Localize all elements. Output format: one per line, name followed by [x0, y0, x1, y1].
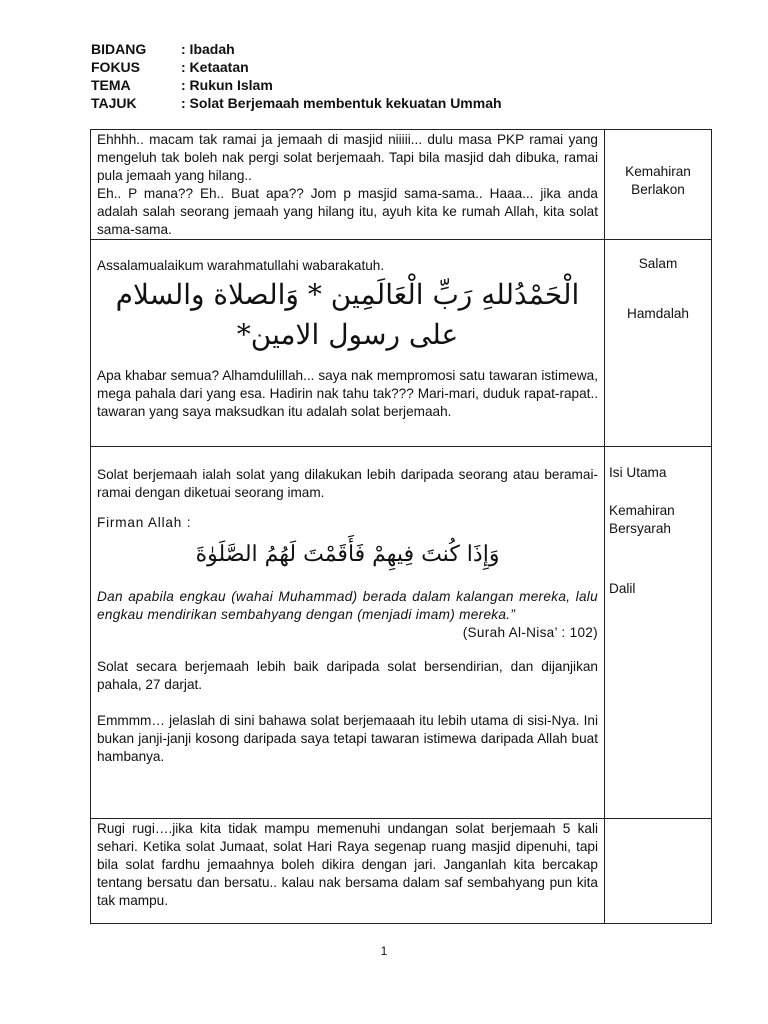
content-cell — [91, 130, 605, 240]
verse-translation — [97, 588, 598, 640]
table-row-intro — [91, 130, 712, 240]
side-note: Kemahiran — [609, 503, 675, 518]
header-label: BIDANG — [91, 41, 147, 57]
arabic-hamdalah: الْحَمْدُللهِ رَبِّ الْعَالَمِين * وَالصلاة والسلام على رسول الامين* — [115, 278, 580, 351]
emphasis-paragraph: Emmmm… jelaslah di sini bahawa solat berjemaaah itu lebih utama di sisi-Nya. Ini bukan janji-janji kosong daripada saya tetapi tawaran istimewa daripada Allah buat hambanya. — [97, 713, 598, 764]
firman-label: Firman Allah : — [97, 515, 192, 530]
content-cell — [91, 447, 605, 819]
side-note: Bersyarah — [609, 521, 671, 536]
side-note-salam: Salam — [638, 256, 678, 271]
side-note-hamdalah: Hamdalah — [627, 306, 689, 321]
side-note: Kemahiran — [625, 164, 691, 179]
header-row-tema — [91, 76, 502, 94]
header-row-fokus — [91, 58, 502, 76]
intro-paragraph-1: Ehhhh.. macam tak ramai ja jemaah di masjid niiiii... dulu masa PKP ramai yang mengeluh tak boleh nak pergi solat berjemaah. Tapi bila masjid dah dibuka, ramai pula jemaah yang hilang.. — [97, 132, 598, 183]
header-label: FOKUS — [91, 59, 140, 75]
content-cell — [91, 819, 605, 924]
side-cell — [605, 240, 712, 447]
header-label: TAJUK — [91, 95, 137, 111]
side-cell — [605, 130, 712, 240]
translation-text: Dan apabila engkau (wahai Muhammad) berada dalam kalangan mereka, lalu engkau mendirikan sembahyang dengan (menjadi imam) mereka.” — [97, 589, 598, 622]
reward-paragraph: Solat secara berjemaah lebih baik daripada solat bersendirian, dan dijanjikan pahala, 27 darjat. — [97, 659, 598, 692]
page-number: 1 — [380, 944, 388, 958]
header-value: : Ketaatan — [181, 59, 249, 75]
header-row-tajuk — [91, 94, 502, 112]
speech-table — [90, 129, 712, 924]
side-cell — [605, 819, 712, 924]
document-header — [91, 40, 502, 112]
content-cell — [91, 240, 605, 447]
header-value: : Solat Berjemaah membentuk kekuatan Ummah — [181, 95, 502, 111]
header-row-bidang — [91, 40, 502, 58]
quran-verse-arabic: وَإِذَا كُنتَ فِيهِمْ فَأَقَمْتَ لَهُمُ الصَّلَوٰةَ — [195, 542, 500, 567]
closing-paragraph: Rugi rugi….jika kita tidak mampu memenuhi undangan solat berjemaah 5 kali sehari. Ketika solat Jumaat, solat Hari Raya segenap ruang masjid dipenuhi, tapi bila solat fardhu jemaahnya boleh dikira dengan jari. Janganlah kita bercakap tentang bersatu dan bersatu.. kalau nak bersama dalam saf sembahyang pun kita tak mampu. — [97, 821, 598, 908]
table-row-closing — [91, 819, 712, 924]
header-value: : Rukun Islam — [181, 77, 273, 93]
table-row-main-content — [91, 447, 712, 819]
side-note-dalil: Dalil — [609, 581, 636, 596]
table-row-greeting — [91, 240, 712, 447]
side-note: Berlakon — [631, 182, 685, 197]
side-note-isi-utama: Isi Utama — [609, 465, 667, 480]
greeting-paragraph: Apa khabar semua? Alhamdulillah... saya nak mempromosi satu tawaran istimewa, mega pahala dari yang esa. Hadirin nak tahu tak??? Mari-mari, duduk rapat-rapat.. tawaran yang saya maksudkan itu adalah solat berjemaah. — [97, 368, 598, 419]
verse-source: (Surah Al-Nisa’ : 102) — [462, 625, 598, 640]
intro-paragraph-2: Eh.. P mana?? Eh.. Buat apa?? Jom p masjid sama-sama.. Haaa... jika anda adalah salah seorang jemaah yang hilang itu, ayuh kita ke rumah Allah, kita solat sama-sama. — [97, 186, 598, 237]
header-label: TEMA — [91, 77, 131, 93]
definition-paragraph: Solat berjemaah ialah solat yang dilakukan lebih daripada seorang atau beramai-ramai dengan diketuai seorang imam. — [97, 467, 598, 500]
side-cell — [605, 447, 712, 819]
header-value: : Ibadah — [181, 41, 235, 57]
greeting-text: Assalamualaikum warahmatullahi wabarakatuh. — [97, 258, 385, 273]
